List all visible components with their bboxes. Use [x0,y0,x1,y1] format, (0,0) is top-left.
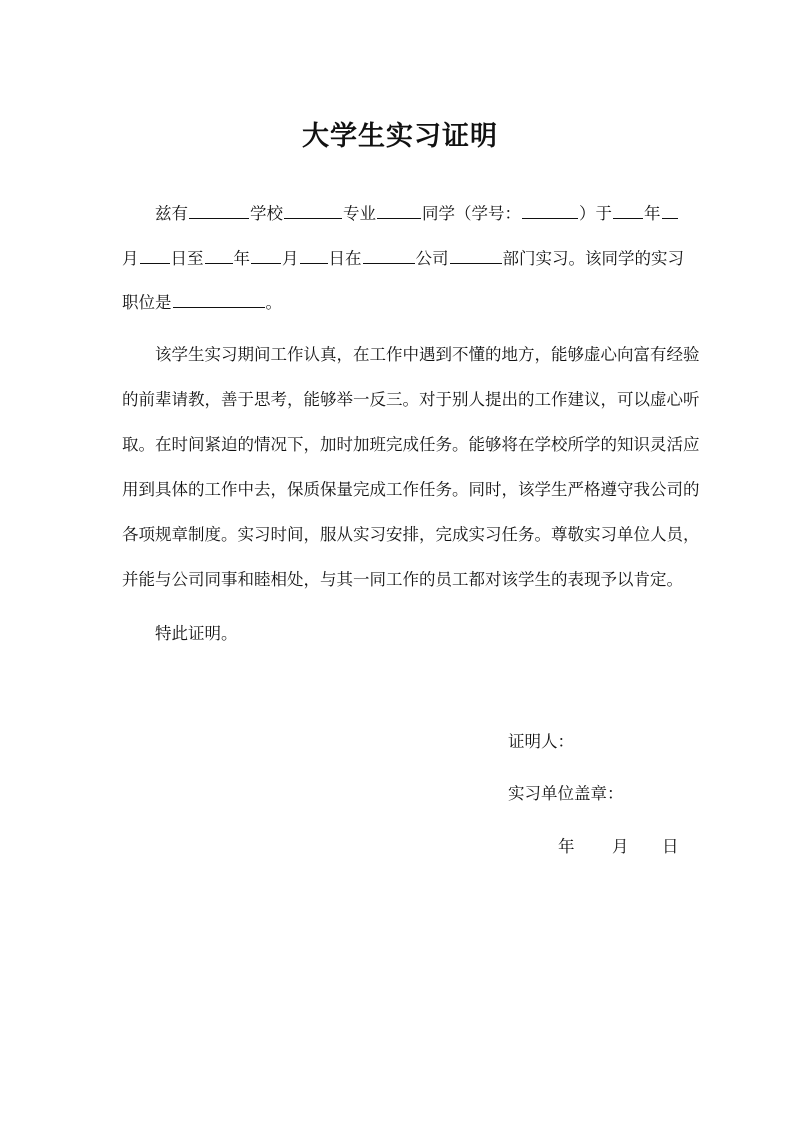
student-blank [377,201,421,219]
text: 公司 [415,249,449,268]
paragraph-2-line-5: 各项规章制度。实习时间，服从实习安排，完成实习任务。尊敬实习单位人员， [122,525,700,544]
date-day: 日 [662,837,679,856]
paragraph-2-line-4: 用到具体的工作中去，保质保量完成工作任务。同时，该学生严格遵守我公司的 [122,480,700,499]
end-month-blank [251,246,281,264]
start-year-blank [613,201,643,219]
text: 。 [265,293,282,312]
position-blank [173,290,265,308]
text: 日至 [170,249,204,268]
paragraph-2-line-6: 并能与公司同事和睦相处，与其一同工作的员工都对该学生的表现予以肯定。 [122,570,683,589]
department-blank [450,246,502,264]
text: 同学（学号： [422,204,521,223]
paragraph-1-line-2 [122,246,684,268]
stamp-label: 实习单位盖章： [508,784,624,803]
paragraph-2-line-3: 取。在时间紧迫的情况下，加时加班完成任务。能够将在学校所学的知识灵活应 [122,435,700,454]
school-blank [189,201,249,219]
major-blank [284,201,342,219]
closing-line: 特此证明。 [155,624,238,643]
paragraph-2-line-1: 该学生实习期间工作认真，在工作中遇到不懂的地方，能够虚心向富有经验 [155,345,700,364]
text: 年 [233,249,250,268]
text: 专业 [343,204,376,223]
text: 月 [282,249,299,268]
text: 职位是 [122,293,172,312]
certifier-label: 证明人： [508,732,574,751]
start-day-blank [140,246,170,264]
paragraph-1-line-1 [155,201,679,223]
text: 年 [644,204,661,223]
company-blank [363,246,415,264]
paragraph-2-line-2: 的前辈请教，善于思考，能够举一反三。对于别人提出的工作建议，可以虚心听 [122,390,700,409]
date-month: 月 [612,837,629,856]
end-year-blank [205,246,233,264]
end-day-blank [300,246,328,264]
start-month-blank [662,201,678,219]
date-year: 年 [558,837,575,856]
text: 月 [122,249,139,268]
text: 日在 [328,249,362,268]
document-title: 大学生实习证明 [302,121,498,152]
text: 学校 [250,204,283,223]
paragraph-1-line-3 [122,290,282,312]
text: 兹有 [155,204,188,223]
text: ）于 [579,204,612,223]
text: 部门实习。该同学的实习 [502,249,684,268]
student-id-blank [522,201,578,219]
